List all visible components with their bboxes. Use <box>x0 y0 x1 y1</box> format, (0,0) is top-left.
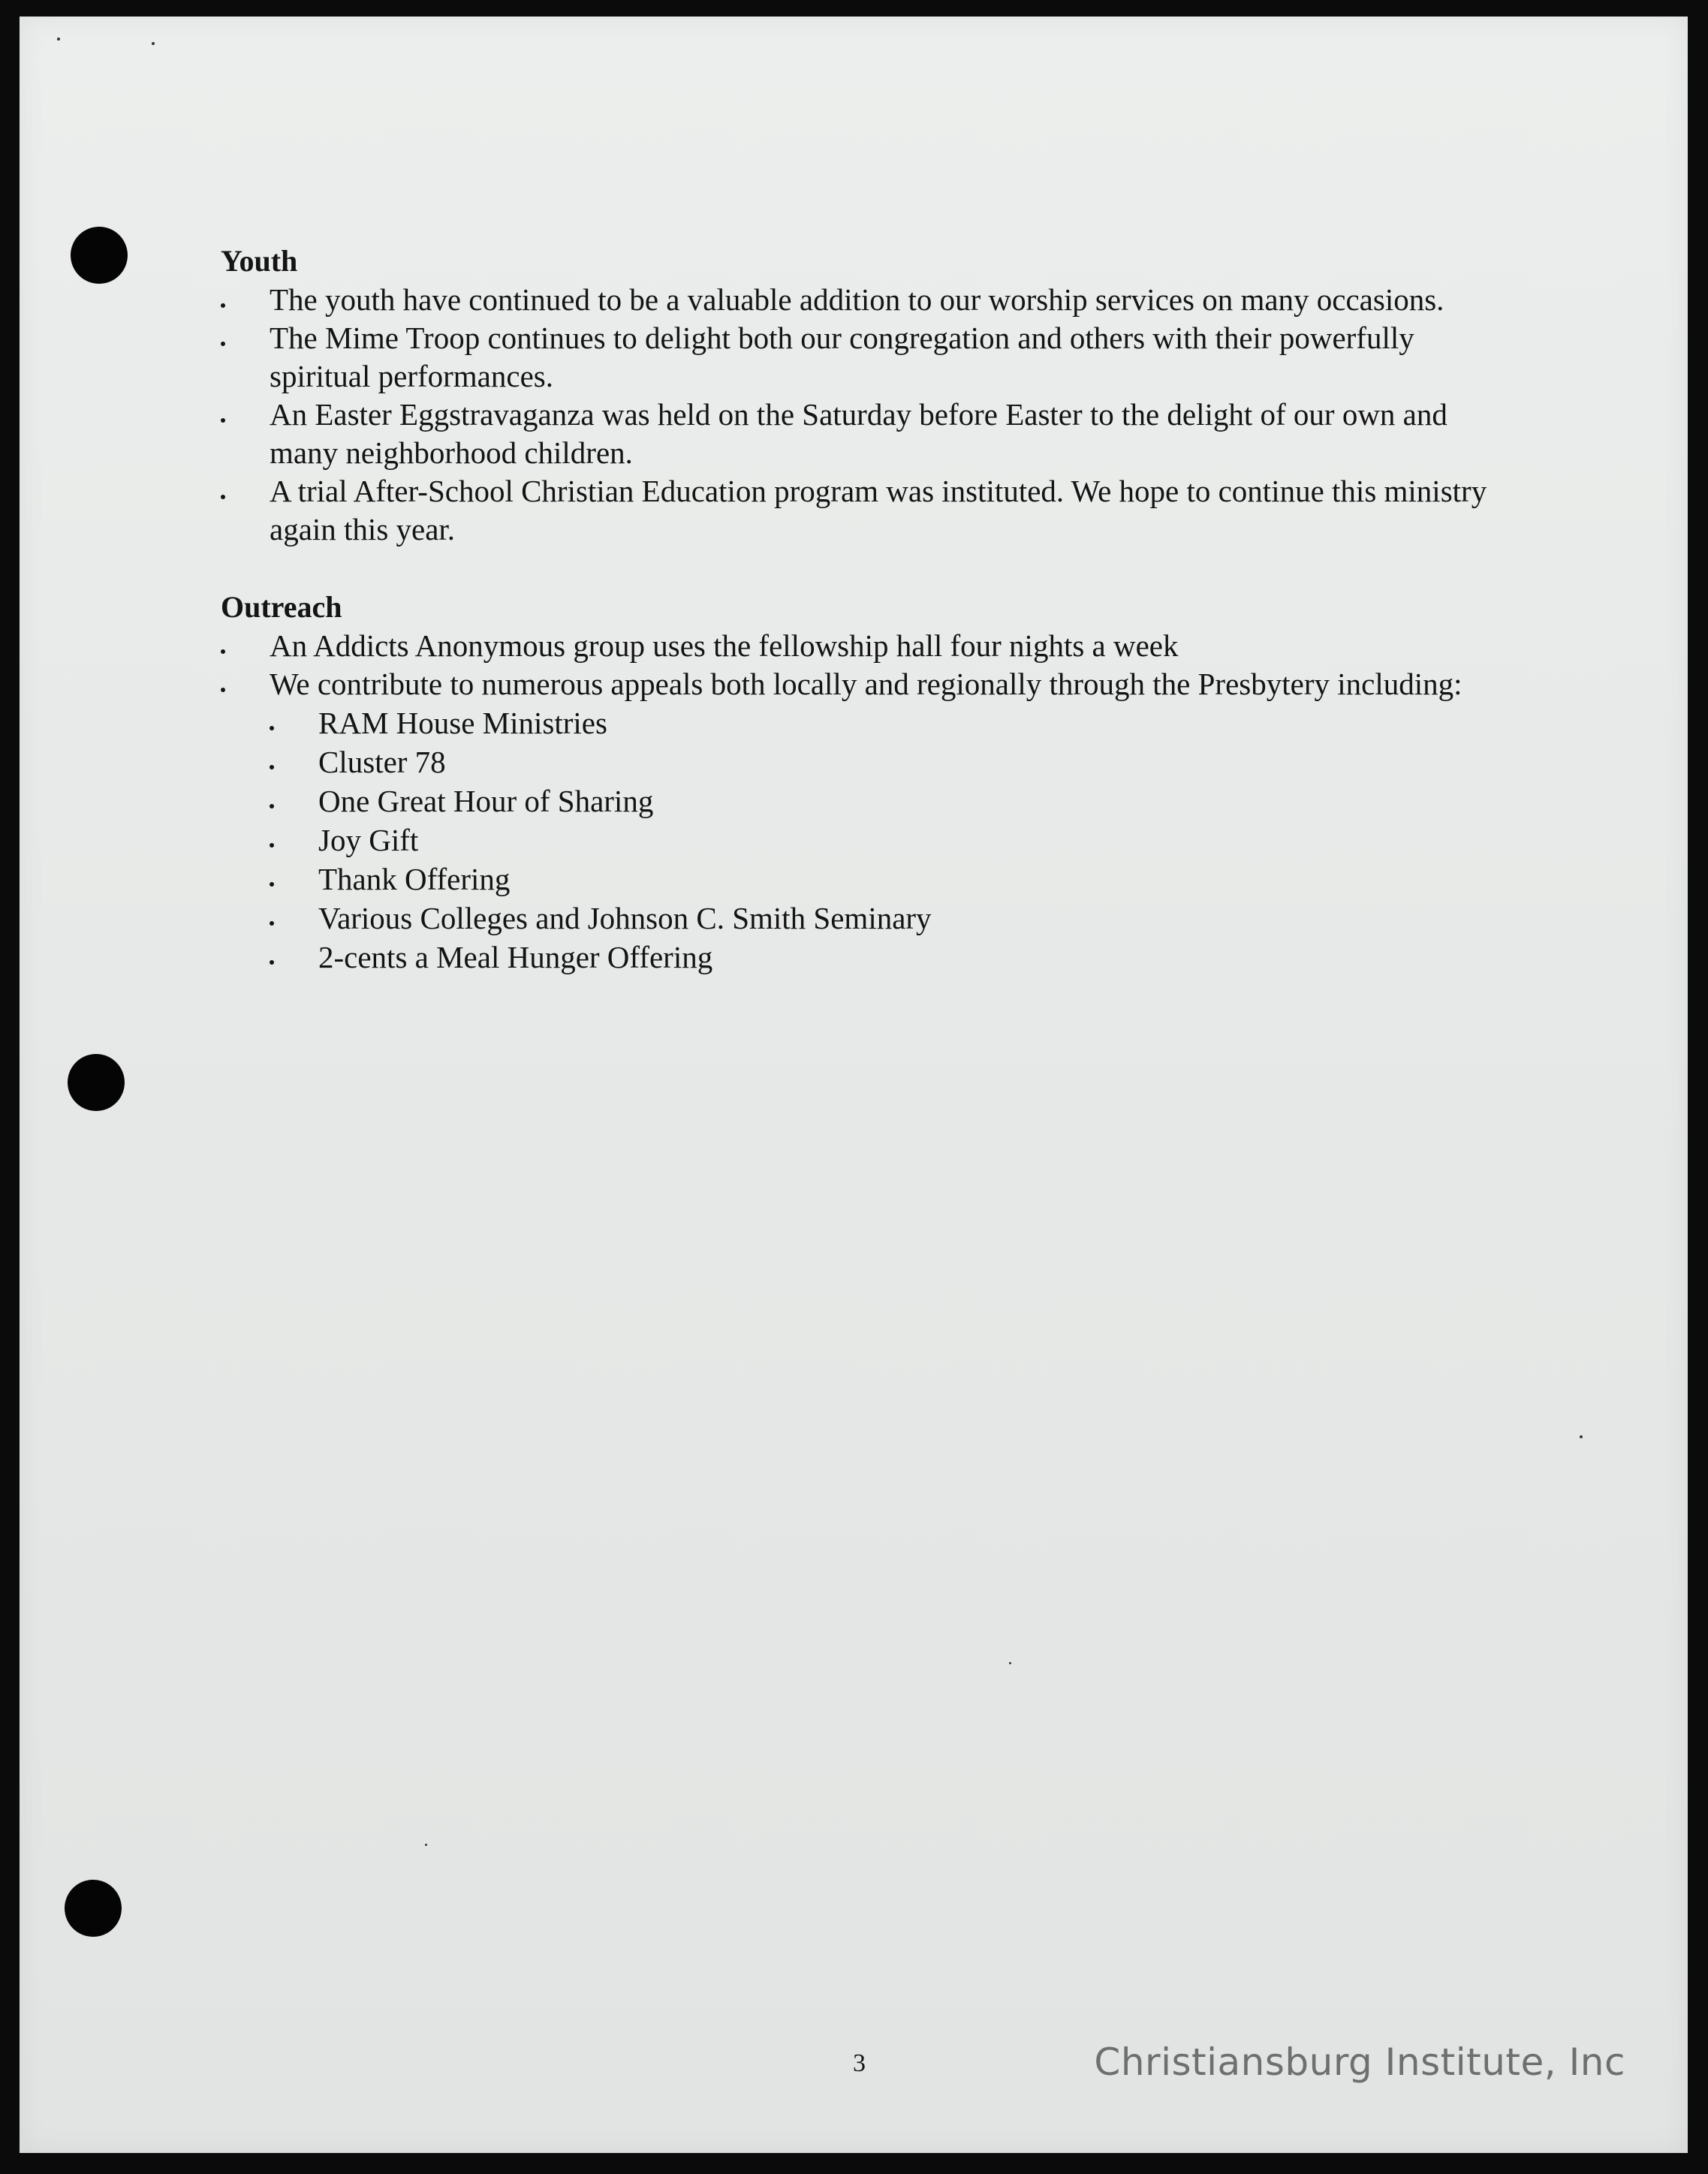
outreach-item-text: We contribute to numerous appeals both locally and regionally through the Presbytery including: <box>270 667 1462 701</box>
outreach-list <box>221 627 1512 977</box>
appeal-item: Joy Gift <box>270 821 1512 860</box>
appeal-item: RAM House Ministries <box>270 703 1512 742</box>
outreach-heading: Outreach <box>221 590 342 624</box>
appeal-item: One Great Hour of Sharing <box>270 781 1512 821</box>
page-number: 3 <box>853 2049 866 2077</box>
punch-hole-top <box>71 227 128 284</box>
dust-speck <box>152 42 155 45</box>
dust-speck <box>1009 1662 1011 1664</box>
institution-watermark: Christiansburg Institute, Inc <box>1094 2040 1625 2084</box>
dust-speck <box>57 38 60 41</box>
youth-item: An Easter Eggstravaganza was held on the Saturday before Easter to the delight of our own and many neighborhood children. <box>221 396 1512 472</box>
document-body <box>221 242 1512 977</box>
youth-item: The Mime Troop continues to delight both our congregation and others with their powerfully spiritual performances. <box>221 319 1512 396</box>
dust-speck <box>1580 1435 1583 1438</box>
appeal-item: Various Colleges and Johnson C. Smith Seminary <box>270 899 1512 938</box>
outreach-item: An Addicts Anonymous group uses the fellowship hall four nights a week <box>221 627 1512 665</box>
outreach-item-appeals <box>221 665 1512 977</box>
youth-item: The youth have continued to be a valuable addition to our worship services on many occasions. <box>221 281 1512 319</box>
punch-hole-middle <box>68 1054 125 1111</box>
youth-list <box>221 281 1512 549</box>
appeals-sublist <box>270 703 1512 977</box>
section-spacer <box>221 549 1512 588</box>
youth-section <box>221 242 1512 549</box>
appeal-item: Thank Offering <box>270 860 1512 899</box>
appeal-item: 2-cents a Meal Hunger Offering <box>270 938 1512 977</box>
youth-item: A trial After-School Christian Education program was instituted. We hope to continue this ministry again this year. <box>221 472 1512 549</box>
outreach-section <box>221 588 1512 977</box>
youth-heading: Youth <box>221 244 298 278</box>
dust-speck <box>425 1844 427 1846</box>
punch-hole-bottom <box>65 1880 122 1937</box>
appeal-item: Cluster 78 <box>270 742 1512 781</box>
